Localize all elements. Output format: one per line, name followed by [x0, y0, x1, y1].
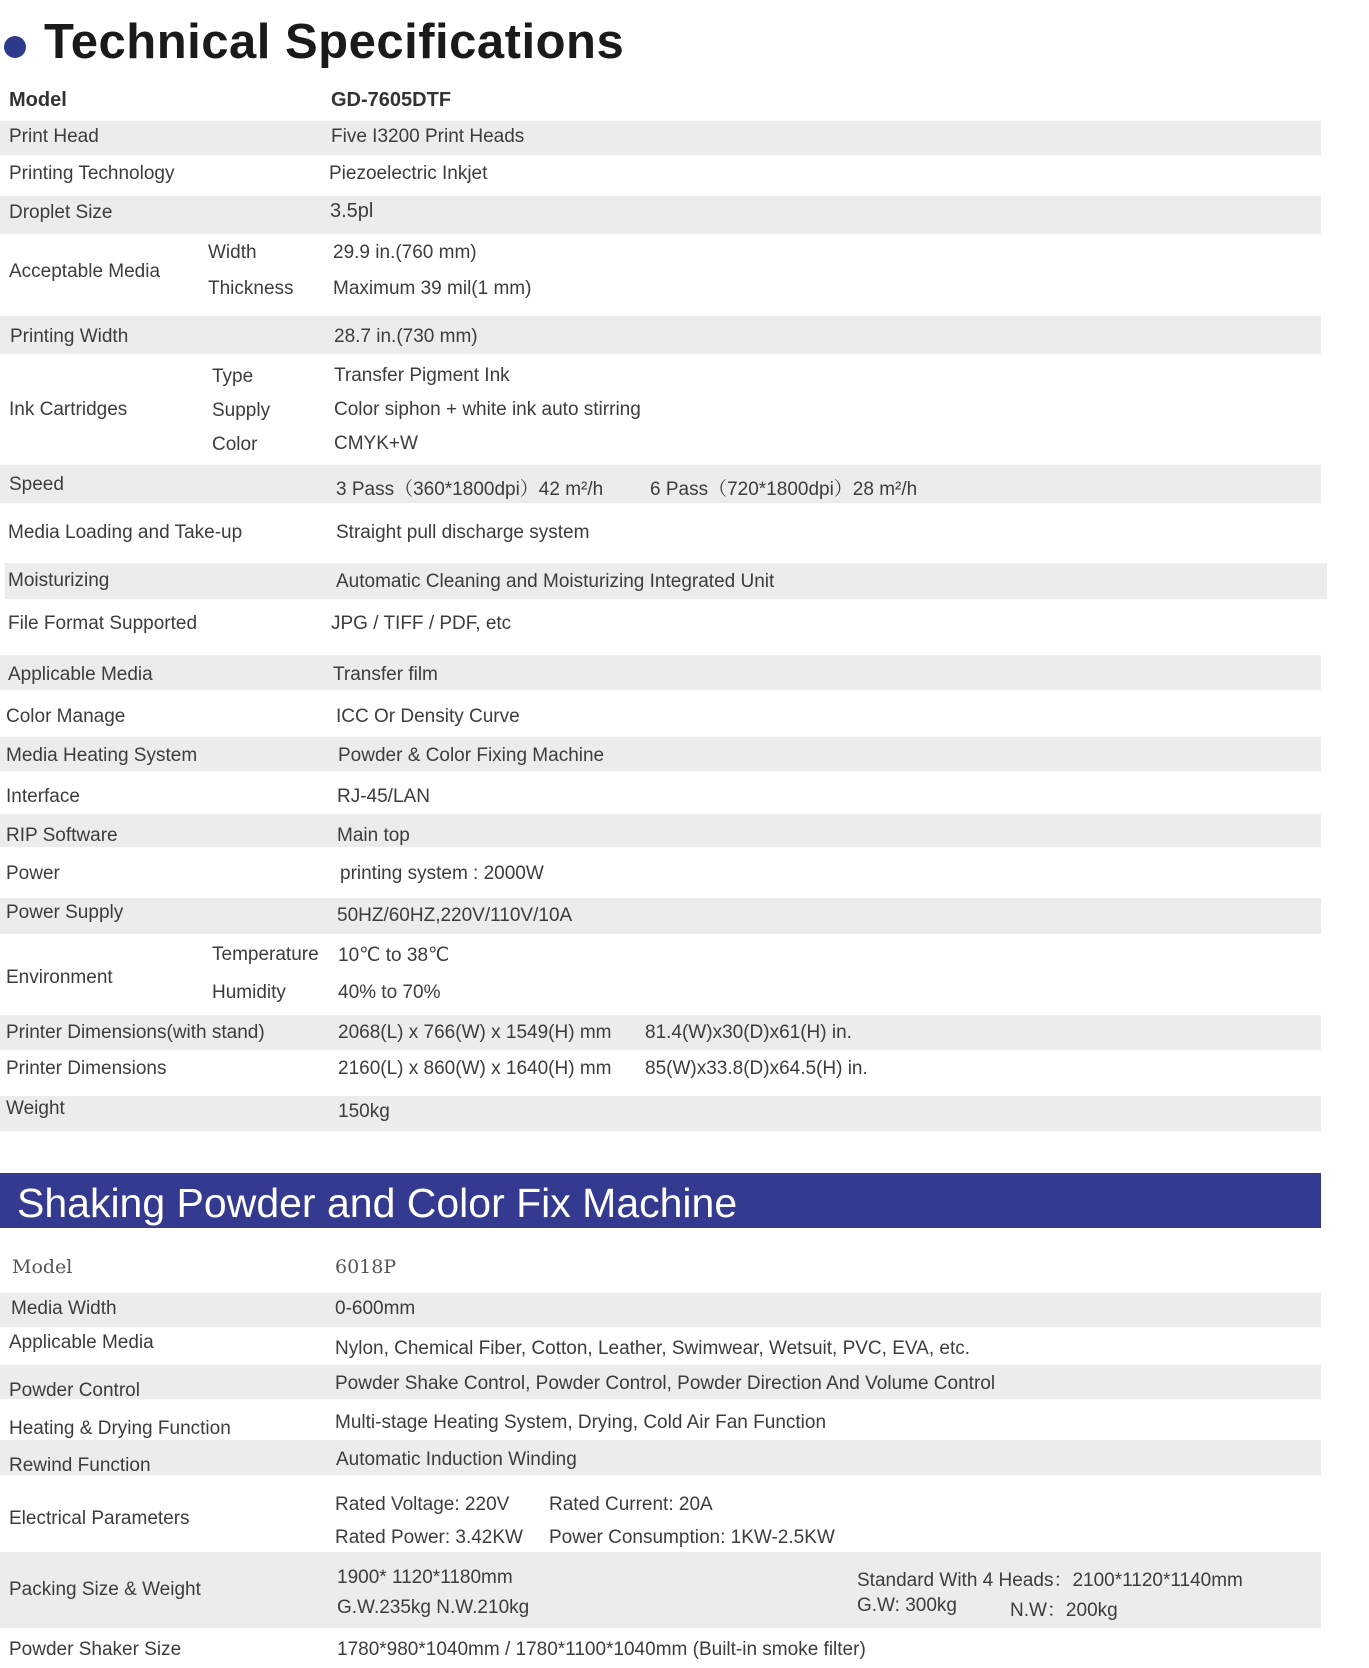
spec-sublabel: Thickness — [208, 278, 294, 299]
spec-label: Acceptable Media — [9, 261, 161, 282]
section-title: Shaking Powder and Color Fix Machine — [17, 1180, 738, 1226]
spec-label: Media Heating System — [6, 745, 198, 766]
spec-label: Power Supply — [6, 902, 124, 923]
spec-label: Printer Dimensions(with stand) — [6, 1022, 265, 1043]
spec-value: 40% to 70% — [338, 982, 441, 1003]
spec-value: printing system : 2000W — [340, 863, 544, 884]
spec-value: Straight pull discharge system — [336, 522, 590, 543]
spec-value: Powder Shake Control, Powder Control, Powder Direction And Volume Control — [335, 1373, 996, 1394]
spec-value: Rated Voltage: 220V — [335, 1494, 510, 1515]
row-band — [0, 737, 1321, 771]
spec-value: Transfer Pigment Ink — [334, 365, 510, 386]
spec-value: 28.7 in.(730 mm) — [334, 326, 478, 347]
row-band — [0, 655, 1321, 690]
spec-value: Rated Power: 3.42KW — [335, 1527, 523, 1548]
spec-label: Environment — [6, 967, 113, 988]
model-value: 6018P — [335, 1256, 397, 1278]
spec-value: G.W.235kg N.W.210kg — [337, 1597, 530, 1618]
spec-value: Color siphon + white ink auto stirring — [334, 399, 641, 420]
spec-label: Speed — [9, 474, 64, 495]
spec-value-2: 81.4(W)x30(D)x61(H) in. — [645, 1022, 852, 1043]
model-value: GD-7605DTF — [331, 89, 452, 111]
spec-value: 29.9 in.(760 mm) — [333, 242, 477, 263]
spec-sublabel: Humidity — [212, 982, 286, 1003]
spec-label: Media Width — [11, 1298, 117, 1319]
spec-value: Automatic Cleaning and Moisturizing Integrated Unit — [336, 571, 775, 592]
spec-label: Electrical Parameters — [9, 1508, 190, 1529]
spec-sublabel: Temperature — [212, 944, 319, 965]
spec-label: Media Loading and Take-up — [8, 522, 243, 543]
model-label: Model — [9, 89, 67, 111]
spec-value: 1780*980*1040mm / 1780*1100*1040mm (Built-in smoke filter) — [337, 1639, 866, 1660]
spec-label: File Format Supported — [8, 613, 198, 634]
spec-label: Applicable Media — [9, 1332, 154, 1353]
spec-value: Five I3200 Print Heads — [331, 126, 525, 147]
spec-value: RJ-45/LAN — [337, 786, 430, 807]
row-band — [0, 1096, 1321, 1131]
spec-value: Piezoelectric Inkjet — [329, 163, 488, 184]
spec-value: CMYK+W — [334, 433, 418, 454]
spec-value: JPG / TIFF / PDF, etc — [331, 613, 512, 634]
spec-value: 10℃ to 38℃ — [338, 945, 450, 966]
page-title: Technical Specifications — [44, 15, 625, 69]
spec-value: Main top — [337, 825, 410, 846]
spec-label: Applicable Media — [8, 664, 153, 685]
spec-label: Interface — [6, 786, 80, 807]
spec-value: 1900* 1120*1180mm — [337, 1567, 513, 1588]
spec-value: 2160(L) x 860(W) x 1640(H) mm — [338, 1058, 612, 1079]
spec-sublabel: Supply — [212, 400, 271, 421]
spec-label: Powder Shaker Size — [9, 1639, 182, 1660]
spec-label: RIP Software — [6, 825, 118, 846]
spec-label: Rewind Function — [9, 1455, 151, 1476]
row-band — [0, 121, 1321, 155]
spec-value: Standard With 4 Heads：2100*1120*1140mm — [857, 1570, 1243, 1591]
spec-value: N.W：200kg — [1010, 1600, 1118, 1621]
row-band — [0, 316, 1321, 354]
spec-label: Power — [6, 863, 60, 884]
spec-value-2: 85(W)x33.8(D)x64.5(H) in. — [645, 1058, 868, 1079]
spec-label: Powder Control — [9, 1380, 140, 1401]
spec-sublabel: Type — [212, 366, 254, 387]
spec-value: Automatic Induction Winding — [336, 1449, 577, 1470]
spec-value: 2068(L) x 766(W) x 1549(H) mm — [338, 1022, 612, 1043]
spec-value: Multi-stage Heating System, Drying, Cold Air Fan Function — [335, 1412, 827, 1433]
spec-label: Print Head — [9, 126, 99, 147]
spec-value: G.W: 300kg — [857, 1595, 957, 1616]
spec-value: 0-600mm — [335, 1298, 416, 1319]
spec-label: Color Manage — [6, 706, 126, 727]
spec-label: Ink Cartridges — [9, 399, 128, 420]
spec-value: 3 Pass（360*1800dpi）42 m²/h — [336, 479, 604, 500]
spec-value: Powder & Color Fixing Machine — [338, 745, 605, 766]
spec-sublabel: Color — [212, 434, 258, 455]
spec-label: Heating & Drying Function — [9, 1418, 231, 1439]
title-bullet-icon — [4, 36, 26, 58]
spec-value: 50HZ/60HZ,220V/110V/10A — [337, 905, 573, 926]
spec-value: 3.5pl — [330, 200, 374, 222]
spec-sublabel: Width — [208, 242, 257, 263]
row-band — [0, 898, 1321, 934]
spec-value: 150kg — [338, 1101, 390, 1122]
spec-value: Rated Current: 20A — [549, 1494, 713, 1515]
spec-label: Printer Dimensions — [6, 1058, 167, 1079]
spec-value: Transfer film — [333, 664, 438, 685]
spec-value: Nylon, Chemical Fiber, Cotton, Leather, Swimwear, Wetsuit, PVC, EVA, etc. — [335, 1338, 970, 1359]
spec-label: Printing Technology — [9, 163, 175, 184]
row-band — [0, 1293, 1321, 1327]
spec-value: Power Consumption: 1KW-2.5KW — [549, 1527, 835, 1548]
spec-value: ICC Or Density Curve — [336, 706, 520, 727]
spec-label: Packing Size & Weight — [9, 1579, 201, 1600]
spec-label: Droplet Size — [9, 202, 113, 223]
row-band — [0, 814, 1321, 847]
spec-label: Moisturizing — [8, 570, 110, 591]
row-band — [0, 1440, 1321, 1475]
spec-label: Weight — [6, 1098, 65, 1119]
spec-value: Maximum 39 mil(1 mm) — [333, 278, 532, 299]
model-label: Model — [12, 1256, 73, 1278]
row-band — [0, 196, 1321, 234]
spec-label: Printing Width — [10, 326, 129, 347]
spec-value-2: 6 Pass（720*1800dpi）28 m²/h — [650, 479, 918, 500]
